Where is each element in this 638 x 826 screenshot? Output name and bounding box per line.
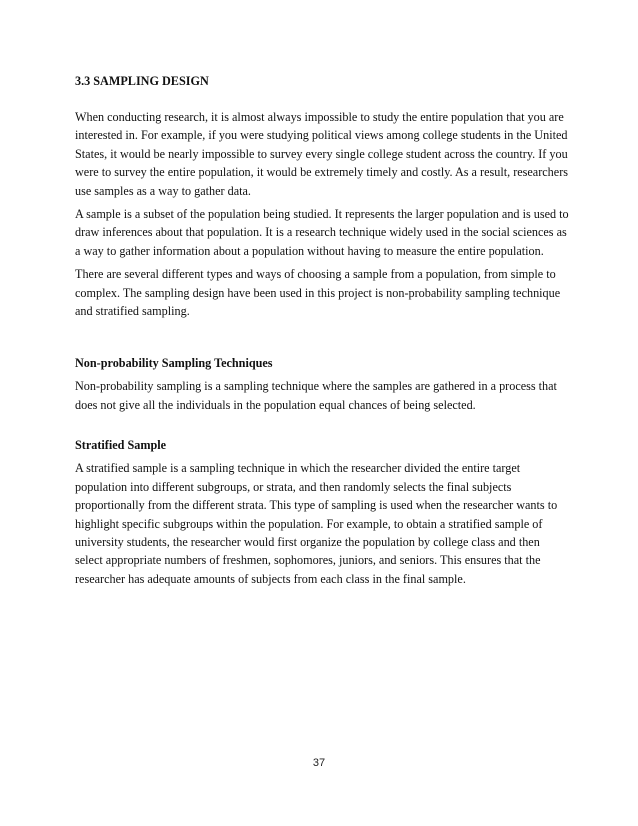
subsection-heading-stratified: Stratified Sample [75,438,167,453]
section-heading: 3.3 SAMPLING DESIGN [75,74,209,88]
paragraph-stratified: A stratified sample is a sampling technique in which the researcher divided the entire target population into different subgroups, or strata, and then randomly selects the final subjects proportionally from the different strata. This type of sampling is used when the researcher wants to highlight specific subgroups within the population. For example, to obtain a stratified sample of university students, the researcher would first organize the population by college class and then select appropriate numbers of freshmen, sophomores, juniors, and seniors. This ensures that the researcher has adequate amounts of subjects from each class in the final sample. [75,461,558,586]
paragraph-sampling-types: There are several different types and ways of choosing a sample from a population, from simple to complex. The sampling design have been used in this project is non-probability sampling technique and stratified sampling. [75,267,561,319]
paragraph-sample-definition: A sample is a subset of the population being studied. It represents the larger population and is used to draw inferences about that population. It is a research technique widely used in the social sciences as a way to gather information about a population without having to measure the entire population. [75,207,569,258]
subsection-heading-non-probability: Non-probability Sampling Techniques [75,356,273,371]
page-number: 37 [312,757,326,769]
paragraph-non-probability: Non-probability sampling is a sampling technique where the samples are gathered in a process that does not give all the individuals in the population equal chances of being selected. [75,379,557,412]
paragraph-intro: When conducting research, it is almost always impossible to study the entire population that you are interested in. For example, if you were studying political views among college students in the United States, it would be nearly impossible to survey every single college student across the country. If you were to survey the entire population, it would be extremely timely and costly. As a result, researchers use samples as a way to gather data. [75,110,568,198]
page-content [75,72,570,588]
